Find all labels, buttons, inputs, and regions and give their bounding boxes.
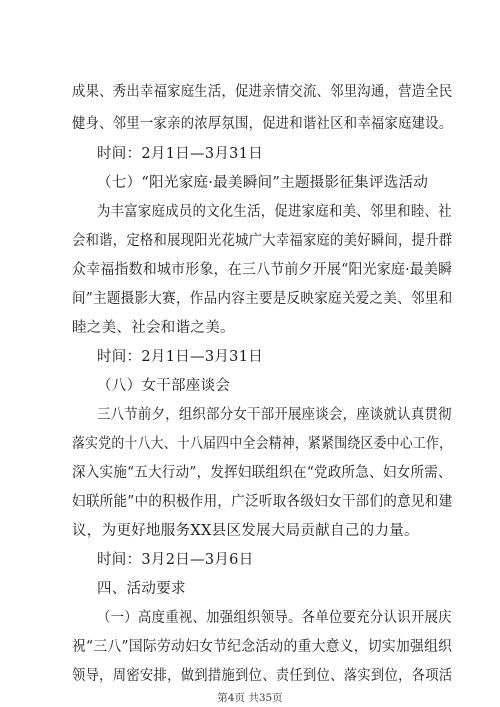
text-line: （一）高度重视、加强组织领导。各单位要充分认识开展庆 — [97, 610, 452, 626]
text-line: 时间：3月2日—3月6日 — [97, 552, 254, 568]
text-line: 为丰富家庭成员的文化生活，促进家庭和美、邻里和睦、社 — [97, 204, 452, 220]
text-line: 三八节前夕，组织部分女干部开展座谈会，座谈就认真贯彻 — [97, 407, 452, 423]
text-line: 妇联所能”中的积极作用，广泛听取各级妇女干部们的意见和建 — [72, 494, 453, 510]
text-line: 成果、秀出幸福家庭生活，促进亲情交流、邻里沟通，营造全民 — [72, 84, 453, 100]
text-line: 议，为更好地服务XX县区发展大局贡献自己的力量。 — [72, 523, 419, 539]
section-heading: 四、活动要求 — [97, 581, 186, 597]
text-line: 领导，周密安排，做到措施到位、责任到位、落实到位，各项活 — [72, 668, 453, 684]
text-line: 众幸福指数和城市形象，在三八节前夕开展“阳光家庭·最美瞬 — [72, 262, 453, 278]
text-line: 会和谐，定格和展现阳光花城广大幸福家庭的美好瞬间，提升群 — [72, 233, 453, 249]
text-line: 深入实施“五大行动”，发挥妇联组织在“党政所急、妇女所需、 — [72, 465, 452, 481]
text-line: 祝“三八”国际劳动妇女节纪念活动的重大意义，切实加强组织 — [72, 639, 453, 655]
section-heading: （八）女干部座谈会 — [97, 378, 231, 394]
section-heading: （七）“阳光家庭·最美瞬间”主题摄影征集评选活动 — [97, 175, 429, 191]
text-line: 间”主题摄影大赛，作品内容主要是反映家庭关爱之美、邻里和 — [72, 291, 453, 307]
text-line: 时间：2月1日—3月31日 — [97, 349, 264, 365]
text-line: 睦之美、社会和谐之美。 — [72, 320, 235, 336]
text-line: 时间：2月1日—3月31日 — [97, 146, 264, 162]
page-footer: 第4页 共35页 — [217, 692, 283, 704]
text-line: 落实党的十八大、十八届四中全会精神，紧紧围绕区委中心工作， — [72, 436, 453, 452]
text-line: 健身、邻里一家亲的浓厚氛围，促进和谐社区和幸福家庭建设。 — [72, 116, 453, 132]
